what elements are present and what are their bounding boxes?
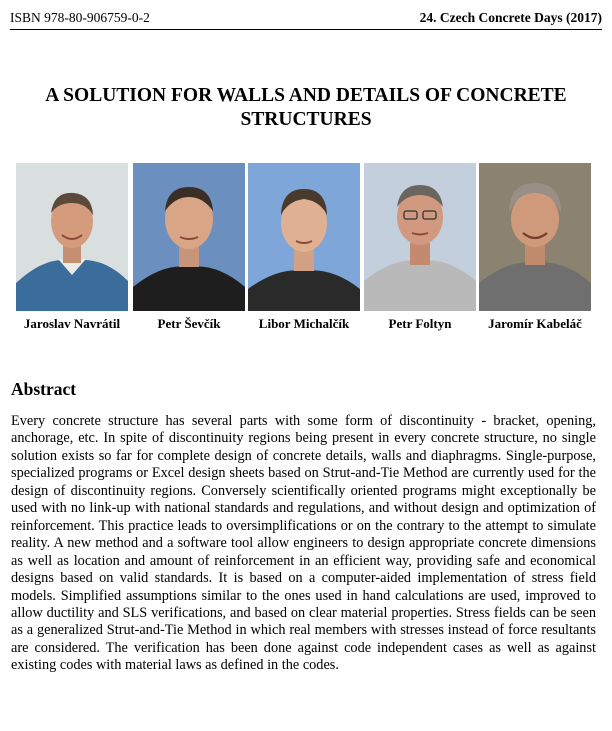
author-name: Petr Foltyn	[388, 316, 452, 331]
portrait-image	[16, 163, 128, 311]
portrait-image	[479, 163, 591, 311]
conference-label: 24. Czech Concrete Days (2017)	[419, 10, 602, 25]
page-header	[10, 8, 602, 30]
portrait-image	[133, 163, 245, 311]
author-card	[479, 163, 591, 332]
abstract-text: Every concrete structure has several parts with some form of discontinuity - bracket, opening, anchorage, etc. In spite of discontinuity regions being present in every concrete structure, no single solution exists so far for complete design of concrete details, walls and diaphragms. Single-purpose, specialized programs or Excel design sheets based on Strut-and-Tie Method are currently used for the design of discontinuity regions. Conversely scientifically oriented programs might exceptionally be used with no link-up with national standards and regulations, and without design and optimization of reinforcement. This practice leads to oversimplifications or on the contrary to the attempt to simulate reality. A new method and a software tool allow engineers to design appropriate concrete dimensions as well as location and amount of reinforcement in an efficient way, providing safe and economical designs based on valid standards. It is based on a computer-aided implementation of stress field models. Simplified assumptions similar to the ones used in hand calculations are used, improved to allow ductility and SLS verifications, and based on clear material properties. Stress fields can be seen as a generalized Strut-and-Tie Method in which real members with stresses instead of force resultants are considered. The verification has been done against code independent cases as well as against existing codes with material laws as defined in the codes.	[11, 413, 596, 674]
author-name: Petr Ševčík	[157, 316, 221, 331]
portrait-image	[364, 163, 476, 311]
author-photo	[16, 163, 128, 311]
paper-title: A SOLUTION FOR WALLS AND DETAILS OF CONCRETE STRUCTURES	[45, 85, 567, 130]
isbn-label: ISBN 978-80-906759-0-2	[10, 10, 150, 25]
author-name: Jaroslav Navrátil	[23, 316, 121, 331]
author-name: Libor Michalčík	[258, 316, 350, 331]
author-card	[364, 163, 476, 332]
authors-row	[16, 163, 594, 340]
portrait-image	[248, 163, 360, 311]
abstract-heading: Abstract	[11, 379, 77, 399]
author-photo	[479, 163, 591, 311]
author-photo	[364, 163, 476, 311]
author-card	[248, 163, 360, 332]
author-card	[133, 163, 245, 332]
author-name: Jaromír Kabeláč	[488, 316, 582, 331]
author-card	[16, 163, 128, 332]
author-photo	[248, 163, 360, 311]
author-photo	[133, 163, 245, 311]
header-divider	[10, 29, 602, 30]
